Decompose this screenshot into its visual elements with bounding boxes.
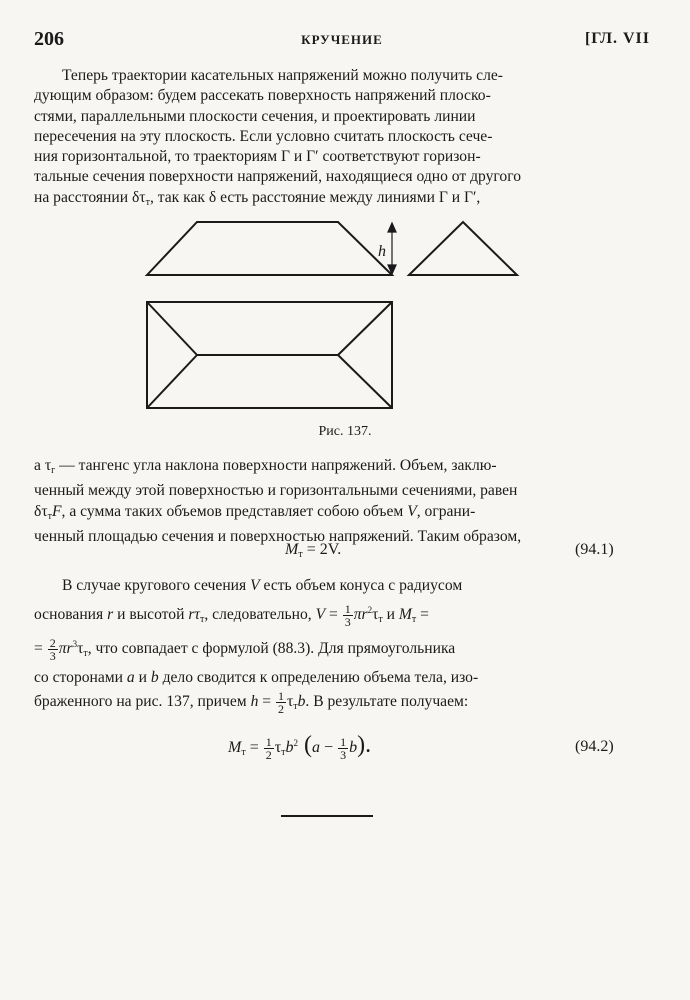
text-line: а $\tau_г$ — тангенс угла наклона поверхности напряжений. Объем, заклю- (34, 457, 497, 476)
paragraph-2 (34, 456, 622, 547)
page-number: 206 (34, 28, 64, 50)
text-line: основания r и высотой $r\tau_т$, следовательно, V = $\frac{1}{3}$ $\pi r^2\tau_т$ и $M_т$ = (34, 601, 429, 629)
fraction: $\frac{2}{3}$ (49, 635, 56, 663)
paragraph-3 (34, 574, 622, 719)
h-label: h (378, 243, 386, 260)
figure-137 (0, 0, 690, 440)
text-line: = $\frac{2}{3}$ $\pi r^3\tau_т$, что совпадает с формулой (88.3). Для прямоугольника (34, 635, 456, 663)
fraction: $\frac{1}{2}$ (265, 734, 272, 762)
height-dimension (388, 223, 396, 274)
section-end-rule (281, 815, 373, 817)
fraction: $\frac{1}{3}$ (340, 734, 347, 762)
running-title: КРУЧЕНИЕ (301, 32, 383, 47)
text-line: В случае кругового сечения V есть объем конуса с радиусом (62, 577, 463, 594)
chapter-label: [ГЛ. VII (584, 30, 650, 47)
text-line: $\delta\tau_тF$, а сумма таких объемов представляет собою объем V, ограни- (34, 502, 476, 522)
text-line: ченный площадью сечения и поверхностью напряжений. Таким образом, (34, 527, 522, 545)
hip-line (338, 355, 392, 408)
text-line: ченный между этой поверхностью и горизонтальными сечениями, равен (34, 482, 518, 500)
hip-line (338, 302, 392, 355)
hip-line (147, 302, 197, 355)
fraction: $\frac{1}{3}$ (344, 601, 351, 629)
text-line: со сторонами a и b дело сводится к определению объема тела, изо- (34, 669, 479, 686)
equation-94-2: $M_т$ = $\frac{1}{2}$ $\tau_тb^2$ (a − $\frac{1}{3}$ b). (228, 732, 372, 762)
equation-number: (94.1) (575, 541, 614, 558)
text-line: дующим образом: будем рассекать поверхность напряжений плоско- (34, 87, 491, 105)
trapezoid-side-view (147, 222, 392, 275)
equation-94-1: $M_т = 2V$. (285, 541, 342, 560)
text-line: на расстоянии $\delta\tau_т$, так как δ есть расстояние между линиями Г и Г′, (34, 188, 481, 208)
equation-number: (94.2) (575, 738, 614, 755)
text-line: браженного на рис. 137, причем h = $\frac{1}{2}$ $\tau_тb$. В результате получаем: (34, 689, 469, 716)
text-line: пересечения на эту плоскость. Если условно считать плоскость сече- (34, 127, 493, 145)
text-line: тальные сечения поверхности напряжений, находящиеся одно от другого (34, 168, 522, 186)
figure-caption: Рис. 137. (318, 424, 372, 439)
fraction: $\frac{1}{2}$ (277, 689, 284, 716)
text-line: Теперь траектории касательных напряжений можно получить сле- (62, 67, 504, 84)
hip-line (147, 355, 197, 408)
triangle-side-view (409, 222, 517, 275)
text-line: ния горизонтальной, то траекториям Г и Г′ соответствуют горизон- (34, 148, 481, 166)
text-line: стями, параллельными плоскости сечения, и проектировать линии (34, 107, 476, 125)
